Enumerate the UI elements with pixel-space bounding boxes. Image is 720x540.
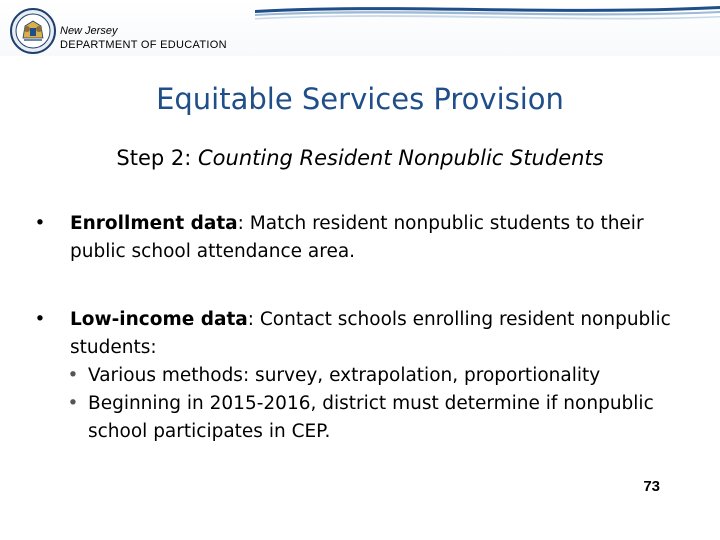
bullet-list [30,210,680,446]
agency-state: New Jersey [60,25,118,37]
header-stripe-decoration [255,0,720,56]
subtitle-emphasis: Counting Resident Nonpublic Students [198,146,604,170]
page-number: 73 [643,478,660,495]
nj-state-seal-logo [10,8,56,54]
bullet-item [30,306,680,446]
bullet-item [30,210,680,266]
bullet-label: Enrollment data [70,213,238,234]
bullet-dot-icon: • [34,309,46,330]
sub-bullet-item [66,390,680,446]
bullet-text: : Contact schools enrolling resident nonpublic students: [70,309,671,358]
slide-header [0,0,720,56]
slide-title: Equitable Services Provision [156,82,564,116]
sub-bullet-dot-icon: • [67,393,79,414]
sub-bullet-item [66,362,680,390]
sub-bullet-dot-icon: • [67,365,79,386]
agency-name [60,24,227,52]
sub-bullet-text: Various methods: survey, extrapolation, proportionality [88,365,601,386]
bullet-dot-icon: • [34,213,46,234]
sub-bullet-text: Beginning in 2015-2016, district must determine if nonpublic school participates in CEP. [88,393,654,442]
bullet-text: : Match resident nonpublic students to their public school attendance area. [70,213,644,262]
bullet-label: Low-income data [70,309,248,330]
slide-subtitle [0,146,720,170]
subtitle-prefix: Step 2: [116,146,198,170]
agency-department: DEPARTMENT OF EDUCATION [60,39,227,51]
